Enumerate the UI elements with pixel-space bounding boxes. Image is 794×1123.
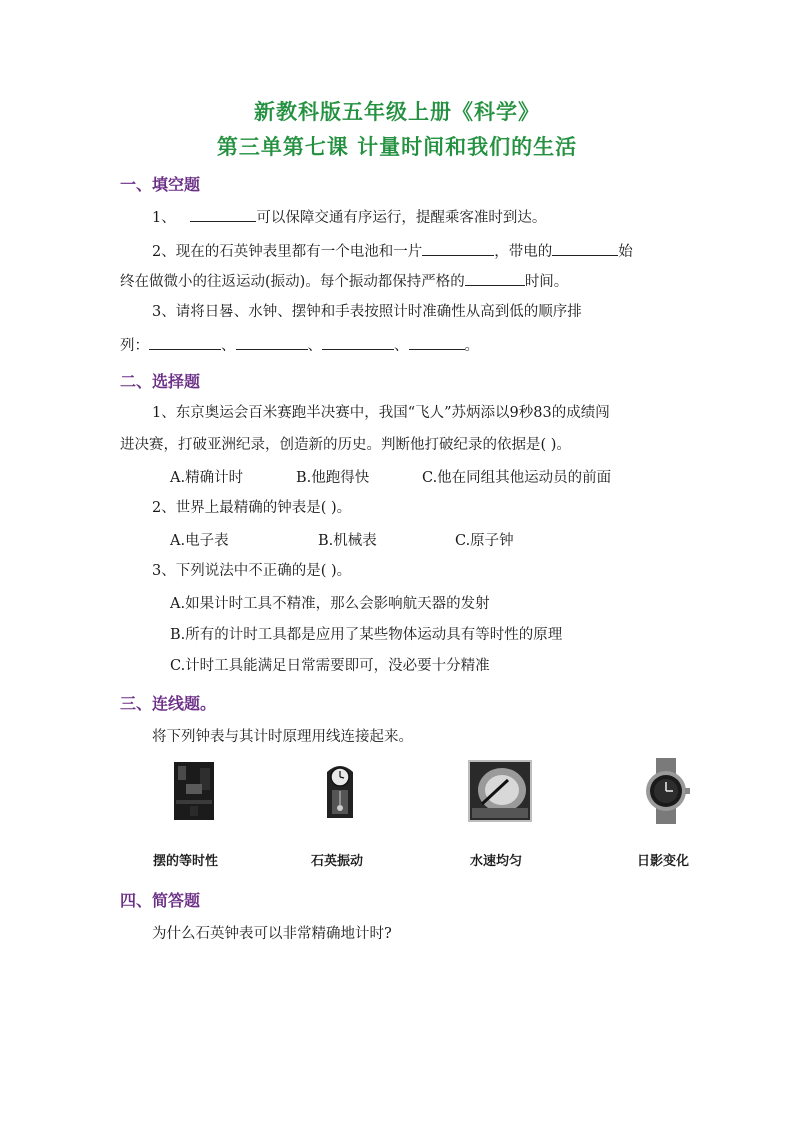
short-answer-question: 为什么石英钟表可以非常精确地计时?: [152, 926, 392, 942]
page-title: 新教科版五年级上册《科学》: [254, 100, 540, 124]
caption-quartz-vibration[interactable]: 石英振动: [311, 854, 364, 869]
choice-option[interactable]: C.计时工具能满足日常需要即可，没必要十分精准: [170, 658, 490, 674]
fill-question-2: [152, 240, 633, 262]
answer-blank[interactable]: [236, 334, 308, 350]
section-heading-short-answer: 四、简答题: [120, 891, 201, 910]
choice-option[interactable]: B.所有的计时工具都是应用了某些物体运动具有等时性的原理: [170, 627, 563, 643]
question-text: 时间。: [524, 274, 569, 290]
caption-sun-shadow-change[interactable]: 日影变化: [637, 854, 690, 869]
separator: 、: [394, 338, 409, 354]
choice-option[interactable]: B.机械表: [318, 533, 377, 549]
choice-question-1-cont: 进决赛，打破亚洲纪录，创造新的历史。判断他打破纪录的依据是( )。: [120, 437, 571, 453]
caption-uniform-water-flow[interactable]: 水速均匀: [470, 854, 523, 869]
answer-blank[interactable]: [409, 334, 465, 350]
section-heading-fill-blank: 一、填空题: [120, 175, 201, 194]
fill-question-1: [152, 206, 546, 228]
question-number: 1、: [152, 210, 176, 226]
choice-option[interactable]: A.如果计时工具不精准，那么会影响航天器的发射: [170, 596, 490, 612]
choice-option[interactable]: C.他在同组其他运动员的前面: [422, 470, 612, 486]
fill-question-3: [152, 302, 582, 322]
question-text: 列：: [120, 338, 149, 354]
question-text: 2、现在的石英钟表里都有一个电池和一片: [152, 244, 423, 260]
choice-option[interactable]: A.精确计时: [170, 470, 244, 486]
choice-option[interactable]: A.电子表: [170, 533, 229, 549]
terminator: 。: [464, 338, 479, 354]
pendulum-clock-image: [323, 760, 357, 820]
question-text: 3、请将日晷、水钟、摆钟和手表按照计时准确性从高到低的顺序排: [152, 304, 582, 320]
wristwatch-image: [640, 758, 692, 824]
choice-option[interactable]: C.原子钟: [455, 533, 514, 549]
answer-blank[interactable]: [465, 270, 525, 286]
question-text: 始: [618, 244, 633, 260]
question-text: 可以保障交通有序运行，提醒乘客准时到达。: [256, 210, 547, 226]
answer-blank[interactable]: [422, 240, 494, 256]
answer-blank[interactable]: [190, 206, 256, 222]
caption-pendulum-isochronism[interactable]: 摆的等时性: [153, 854, 219, 869]
answer-blank[interactable]: [552, 240, 618, 256]
fill-question-3-cont: [120, 334, 479, 356]
answer-blank[interactable]: [149, 334, 221, 350]
answer-blank[interactable]: [322, 334, 394, 350]
choice-question-3: 3、下列说法中不正确的是( )。: [152, 563, 352, 579]
question-text: ，带电的: [494, 244, 553, 260]
choice-question-2: 2、世界上最精确的钟表是( )。: [152, 500, 352, 516]
matching-instruction: 将下列钟表与其计时原理用线连接起来。: [152, 729, 413, 745]
section-heading-choice: 二、选择题: [120, 372, 201, 391]
fill-question-2-cont: [120, 270, 568, 292]
choice-option[interactable]: B.他跑得快: [296, 470, 370, 486]
sundial-image: [468, 760, 532, 822]
hourglass-stand-image: [172, 760, 216, 822]
separator: 、: [221, 338, 236, 354]
page-subtitle: 第三单第七课 计量时间和我们的生活: [216, 135, 578, 159]
separator: 、: [307, 338, 322, 354]
choice-question-1: 1、东京奥运会百米赛跑半决赛中，我国“飞人”苏炳添以9秒83的成绩闯: [152, 405, 610, 421]
question-text: 终在做微小的往返运动(振动)。每个振动都保持严格的: [120, 274, 465, 290]
section-heading-matching: 三、连线题。: [120, 694, 217, 713]
